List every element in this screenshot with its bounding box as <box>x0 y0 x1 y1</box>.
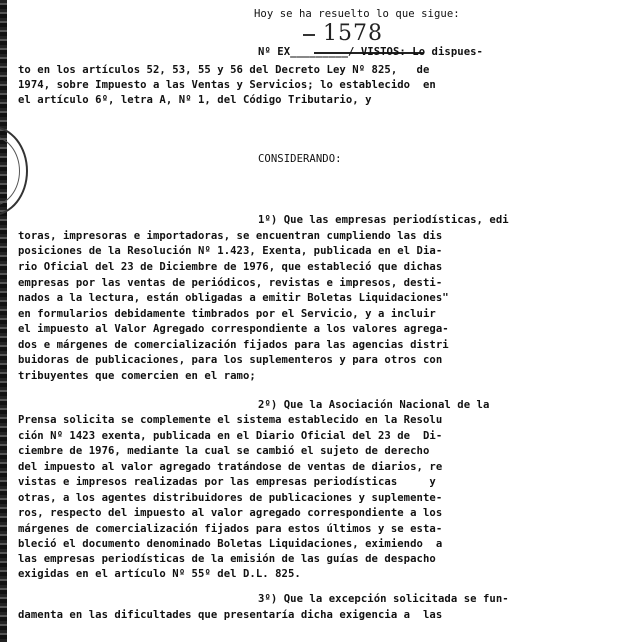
paragraph-2-line: vistas e impresos realizadas por las empresas periodísticas y <box>18 476 436 488</box>
paragraph-1-line: dos e márgenes de comercialización fijados para las agencias distri <box>18 339 449 351</box>
paragraph-2-line: márgenes de comercialización fijados para estos últimos y se esta- <box>18 523 443 535</box>
official-seal-stamp <box>0 126 28 216</box>
number-dash <box>303 34 315 36</box>
scan-edge-shadow <box>0 0 7 642</box>
considerando-heading: CONSIDERANDO: <box>258 153 342 165</box>
preamble-line: to en los artículos 52, 53, 55 y 56 del Decreto Ley Nº 825, de <box>18 64 430 76</box>
paragraph-1-line: tribuyentes que comercien en el ramo; <box>18 370 256 382</box>
paragraph-1-line: posiciones de la Resolución Nº 1.423, Exenta, publicada en el Dia- <box>18 245 443 257</box>
paragraph-3-line: damenta en las dificultades que presentaría dicha exigencia a las <box>18 609 443 621</box>
paragraph-1-line: toras, impresoras e importadoras, se encuentran cumpliendo las dis <box>18 230 443 242</box>
paragraph-1-line: en formularios debidamente timbrados por el Servicio, y a incluir <box>18 308 436 320</box>
paragraph-2-line: las empresas periodísticas de la emisión de las guías de despacho <box>18 553 436 565</box>
preamble-line: el artículo 6º, letra A, Nº 1, del Código Tributario, y <box>18 94 372 106</box>
paragraph-2-line: 2º) Que la Asociación Nacional de la <box>258 399 490 411</box>
paragraph-2-line: ros, respecto del impuesto al valor agregado correspondiente a los <box>18 507 443 519</box>
paragraph-3-line: 3º) Que la excepción solicitada se fun- <box>258 593 509 605</box>
paragraph-2-line: ción Nº 1423 exenta, publicada en el Diario Oficial del 23 de Di- <box>18 430 443 442</box>
paragraph-2-line: Prensa solicita se complemente el sistema establecido en la Resolu <box>18 414 443 426</box>
paragraph-1-line: el impuesto al Valor Agregado correspondiente a los valores agrega- <box>18 323 449 335</box>
paragraph-1-line: nados a la lectura, están obligadas a emitir Boletas Liquidaciones" <box>18 292 449 304</box>
resolution-number: 1578 <box>323 21 383 46</box>
paragraph-1-line: 1º) Que las empresas periodísticas, edi <box>258 214 509 226</box>
resolution-header: Hoy se ha resuelto lo que sigue: <box>254 8 460 20</box>
paragraph-1-line: rio Oficial del 23 de Diciembre de 1976, que estableció que dichas <box>18 261 443 273</box>
paragraph-1-line: buidoras de publicaciones, para los suplementeros y para otros con <box>18 354 443 366</box>
paragraph-2-line: del impuesto al valor agregado tratándose de ventas de diarios, re <box>18 461 443 473</box>
preamble-line: 1974, sobre Impuesto a las Ventas y Servicios; lo establecido en <box>18 79 436 91</box>
paragraph-2-line: exigidas en el artículo Nº 55º del D.L. 825. <box>18 568 301 580</box>
paragraph-2-line: bleció el documento denominado Boletas Liquidaciones, eximiendo a <box>18 538 443 550</box>
paragraph-1-line: empresas por las ventas de periódicos, revistas e impresos, desti- <box>18 277 443 289</box>
paragraph-2-line: otras, a los agentes distribuidores de publicaciones y suplemente- <box>18 492 443 504</box>
paragraph-2-line: ciembre de 1976, mediante la cual se cambió el sujeto de derecho <box>18 445 430 457</box>
preamble-line: Nº EX_________/ VISTOS: Lo dispues- <box>258 46 483 58</box>
